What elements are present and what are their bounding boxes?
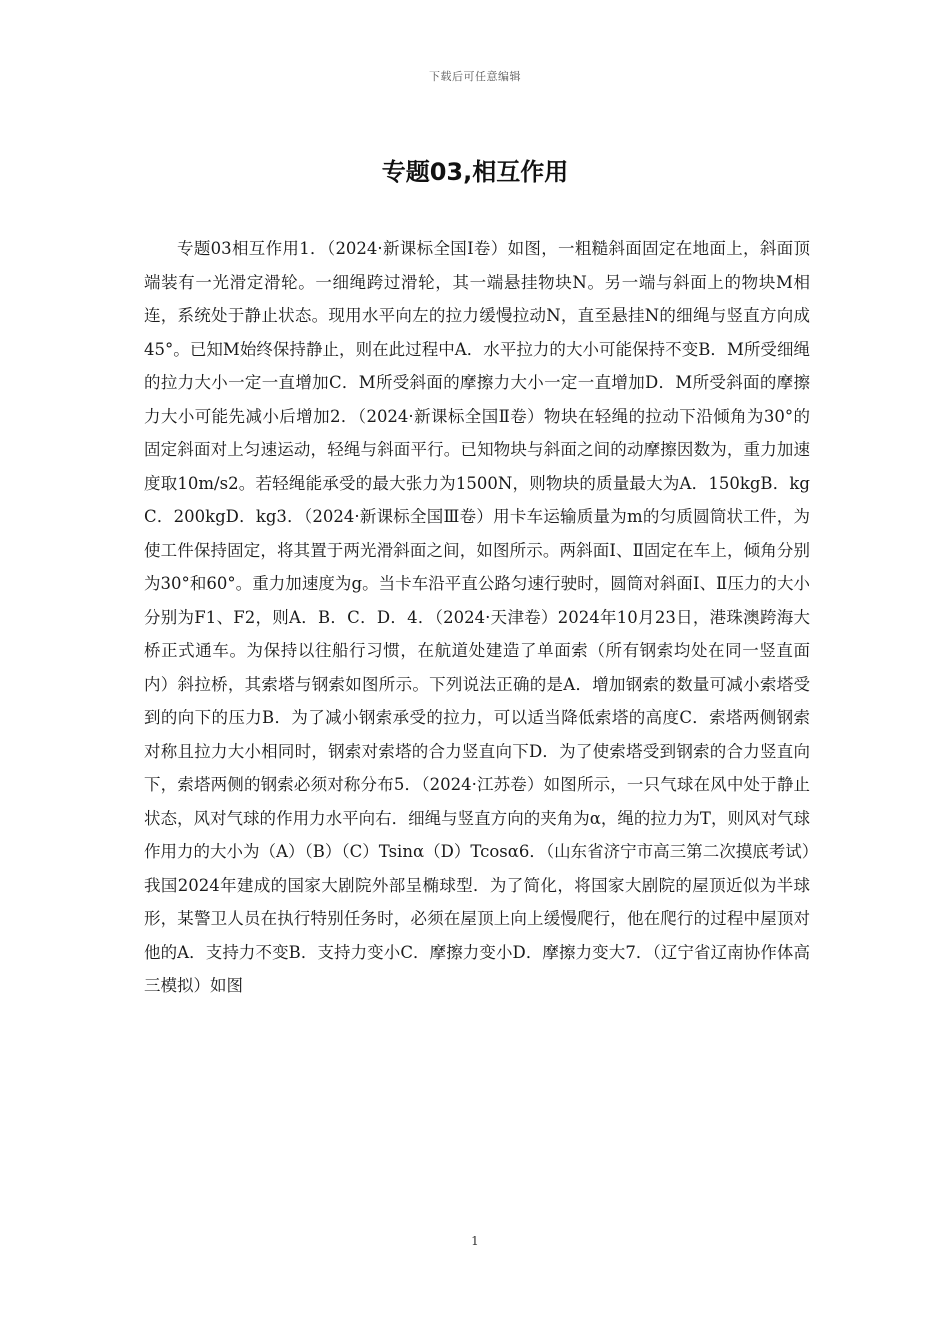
page-number: 1: [471, 1234, 479, 1248]
document-body-paragraph: 专题03相互作用1．（2024·新课标全国Ⅰ卷）如图，一粗糙斜面固定在地面上，斜面顶端装有一光滑定滑轮。一细绳跨过滑轮，其一端悬挂物块N。另一端与斜面上的物块M相连，系统处于静止状态。现用水平向左的拉力缓慢拉动N，直至悬挂N的细绳与竖直方向成45°。已知M始终保持静止，则在此过程中A．水平拉力的大小可能保持不变B．M所受细绳的拉力大小一定一直增加C．M所受斜面的摩擦力大小一定一直增加D．M所受斜面的摩擦力大小可能先减小后增加2．（2024·新课标全国Ⅱ卷）物块在轻绳的拉动下沿倾角为30°的固定斜面对上匀速运动，轻绳与斜面平行。已知物块与斜面之间的动摩擦因数为，重力加速度取10m/s2。若轻绳能承受的最大张力为1500N，则物块的质量最大为A．150kgB．kgC．200kgD．kg3．（2024·新课标全国Ⅲ卷）用卡车运输质量为m的匀质圆筒状工件，为使工件保持固定，将其置于两光滑斜面之间，如图所示。两斜面Ⅰ、Ⅱ固定在车上，倾角分别为30°和60°。重力加速度为g。当卡车沿平直公路匀速行驶时，圆筒对斜面Ⅰ、Ⅱ压力的大小分别为F1、F2，则A．B．C．D．4．（2024·天津卷）2024年10月23日，港珠澳跨海大桥正式通车。为保持以往船行习惯，在航道处建造了单面索（所有钢索均处在同一竖直面内）斜拉桥，其索塔与钢索如图所示。下列说法正确的是A．增加钢索的数量可减小索塔受到的向下的压力B．为了减小钢索承受的拉力，可以适当降低索塔的高度C．索塔两侧钢索对称且拉力大小相同时，钢索对索塔的合力竖直向下D．为了使索塔受到钢索的合力竖直向下，索塔两侧的钢索必须对称分布5．（2024·江苏卷）如图所示，一只气球在风中处于静止状态，风对气球的作用力水平向右．细绳与竖直方向的夹角为α，绳的拉力为T，则风对气球作用力的大小为（A）（B）（C）Tsinα（D）Tcosα6．（山东省济宁市高三第二次摸底考试）我国2024年建成的国家大剧院外部呈椭球型．为了简化，将国家大剧院的屋顶近似为半球形，某警卫人员在执行特别任务时，必须在屋顶上向上缓慢爬行，他在爬行的过程中屋顶对他的A．支持力不变B．支持力变小C．摩擦力变小D．摩擦力变大7．（辽宁省辽南协作体高三模拟）如图: [144, 239, 810, 995]
document-title: 专题03,相互作用: [381, 158, 569, 186]
header-note: 下载后可任意编辑: [429, 70, 521, 83]
